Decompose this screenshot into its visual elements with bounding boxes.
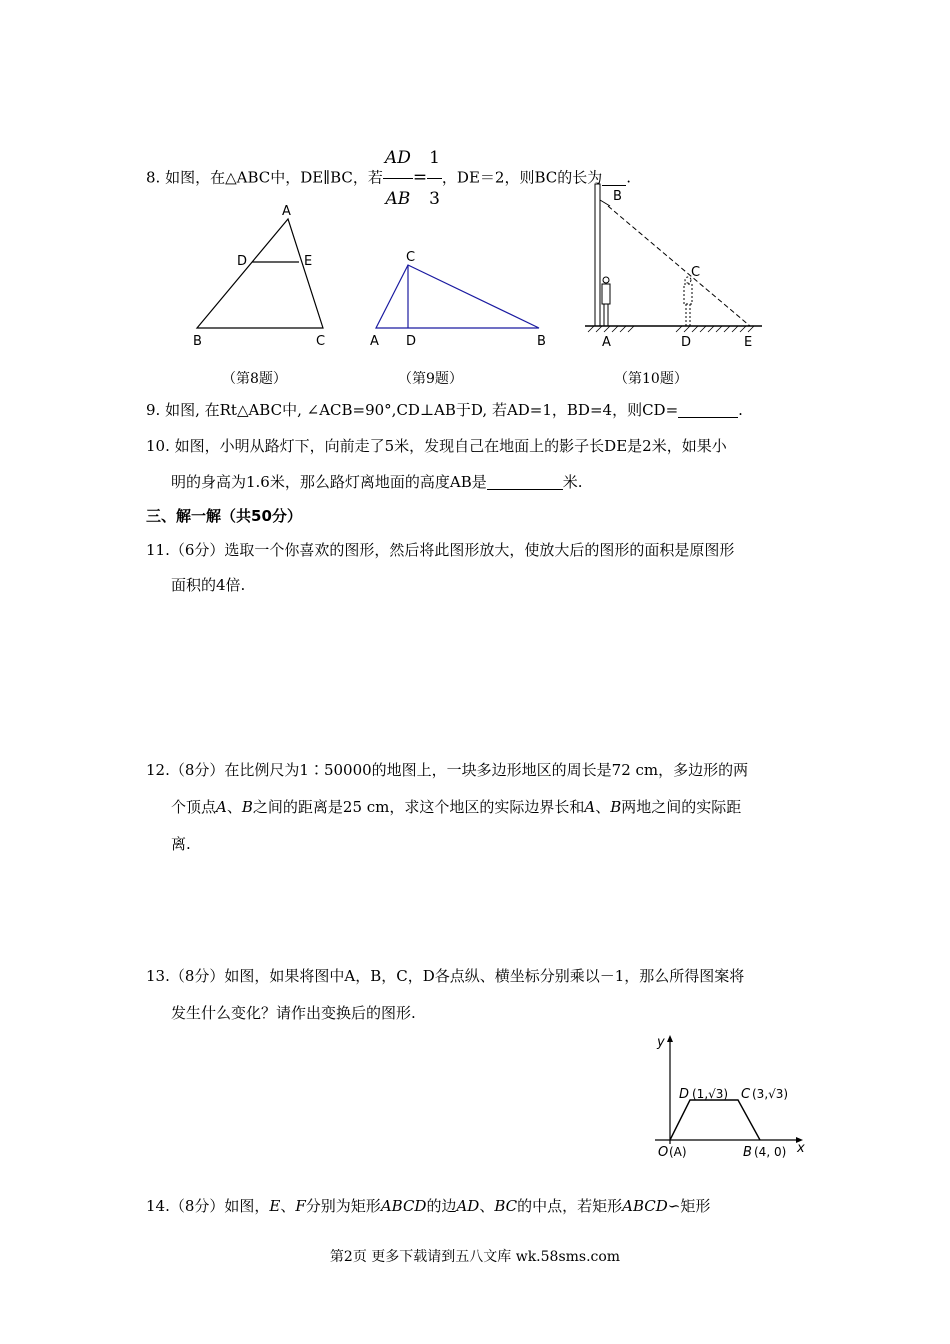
q8-frac-den: AB bbox=[385, 189, 411, 209]
point-d-label: D bbox=[679, 1087, 690, 1102]
label-d: D bbox=[406, 334, 417, 349]
question-10-line1: 10. 如图，小明从路灯下，向前走了5米，发现自己在地面上的影子长DE是2米，如果小 bbox=[146, 437, 727, 455]
label-b: B bbox=[193, 334, 202, 349]
question-10-line2 bbox=[171, 472, 583, 492]
ground-hatch bbox=[588, 326, 754, 332]
q8-frac2-den: 3 bbox=[429, 189, 440, 209]
triangle-abc bbox=[197, 219, 323, 328]
point-a-label: (A) bbox=[669, 1145, 687, 1159]
light-ray bbox=[608, 206, 750, 326]
point-c-label: C bbox=[741, 1087, 751, 1102]
question-14-line1 bbox=[146, 1196, 710, 1216]
label-c: C bbox=[691, 265, 701, 280]
q14-text-g: ∽矩形 bbox=[667, 1197, 711, 1215]
lamp-arm bbox=[600, 200, 610, 206]
q14-text-a: 14.（8分）如图， bbox=[146, 1197, 270, 1215]
label-a: A bbox=[370, 334, 379, 349]
x-axis-label: x bbox=[797, 1141, 805, 1156]
label-d: D bbox=[681, 335, 692, 350]
q14-text-f: 的中点，若矩形 bbox=[517, 1197, 623, 1215]
q14-sep-1: 、 bbox=[280, 1197, 296, 1215]
q12-text-a: 个顶点 bbox=[171, 798, 217, 816]
figure-13-coordinate-plane bbox=[645, 1032, 815, 1162]
question-11-line2: 面积的4倍. bbox=[171, 576, 246, 594]
q8-fraction-one-third bbox=[427, 138, 442, 219]
page-footer: 第2页 更多下载请到五八文库 wk.58sms.com bbox=[329, 1249, 621, 1265]
label-c: C bbox=[406, 250, 416, 265]
question-13-line2: 发生什么变化？请作出变换后的图形. bbox=[171, 1004, 416, 1022]
origin-label: O bbox=[658, 1145, 669, 1160]
q10-answer-blank bbox=[487, 473, 563, 490]
q12-text-e: 两地之间的实际距 bbox=[621, 798, 742, 816]
label-b: B bbox=[537, 334, 546, 349]
question-13-line1: 13.（8分）如图，如果将图中A，B，C，D各点纵、横坐标分别乘以－1，那么所得图案将 bbox=[146, 967, 745, 985]
point-b-label: B bbox=[743, 1145, 752, 1160]
q14-point-f: F bbox=[295, 1197, 306, 1215]
q12-point-b-2: B bbox=[610, 798, 622, 816]
q9-text: 9. 如图, 在Rt△ABC中, ∠ACB=90°,CD⊥AB于D, 若AD=1，BD=4，则CD= bbox=[146, 401, 679, 419]
label-c: C bbox=[316, 334, 326, 349]
q14-rect-abcd-2: ABCD bbox=[622, 1197, 668, 1215]
q12-point-a: A bbox=[216, 798, 227, 816]
label-b: B bbox=[613, 189, 622, 204]
caption-fig10: （第10题） bbox=[614, 371, 688, 387]
lamp-post bbox=[595, 184, 600, 326]
q8-frac2-num: 1 bbox=[427, 138, 442, 179]
q14-rect-abcd: ABCD bbox=[380, 1197, 427, 1215]
label-a: A bbox=[282, 204, 291, 219]
q14-text-c: 分别为矩形 bbox=[305, 1197, 381, 1215]
person-at-d-dashed bbox=[684, 277, 692, 326]
q14-side-ad: AD bbox=[456, 1197, 480, 1215]
q10-line2-text: 明的身高为1.6米，那么路灯离地面的高度AB是 bbox=[171, 473, 487, 491]
question-12-line1: 12.（8分）在比例尺为1∶50000的地图上，一块多边形地区的周长是72 cm，多边形的两 bbox=[146, 761, 749, 779]
q8-fraction-ad-ab bbox=[383, 138, 413, 219]
q12-point-a-2: A bbox=[584, 798, 596, 816]
point-b-coord: (4, 0) bbox=[754, 1145, 787, 1159]
figure-9-right-triangle bbox=[362, 245, 557, 355]
label-e: E bbox=[304, 254, 313, 269]
caption-fig8: （第8题） bbox=[222, 371, 287, 387]
figure-8-triangle bbox=[185, 200, 345, 355]
label-a: A bbox=[602, 335, 611, 350]
label-e: E bbox=[744, 335, 753, 350]
q12-point-b: B bbox=[241, 798, 253, 816]
q10-line2-end: 米. bbox=[562, 473, 583, 491]
trapezoid-abcd bbox=[670, 1100, 760, 1140]
q9-end: . bbox=[738, 401, 743, 419]
label-d: D bbox=[237, 254, 248, 269]
q14-text-d: 的边 bbox=[426, 1197, 457, 1215]
q12-sep-1: 、 bbox=[226, 798, 242, 816]
y-axis-label: y bbox=[657, 1035, 665, 1050]
point-d-coord: (1,√3) bbox=[692, 1087, 729, 1101]
q14-side-bc: BC bbox=[494, 1197, 518, 1215]
q8-frac-num: AD bbox=[383, 138, 413, 179]
y-axis-arrow bbox=[667, 1035, 673, 1042]
question-11-line1: 11.（6分）选取一个你喜欢的图形，然后将此图形放大，使放大后的图形的面积是原图形 bbox=[146, 541, 735, 559]
person-at-a bbox=[602, 277, 610, 326]
triangle-abc-right bbox=[376, 265, 539, 328]
question-12-line2 bbox=[171, 797, 741, 817]
q8-eq: = bbox=[412, 167, 428, 188]
q8-suffix: ，DE＝2，则BC的长为 bbox=[441, 168, 603, 187]
question-12-line3: 离. bbox=[171, 835, 191, 853]
figure-10-streetlight bbox=[580, 180, 770, 350]
q14-sep-2: 、 bbox=[479, 1197, 495, 1215]
q14-point-e: E bbox=[269, 1197, 281, 1215]
q8-end: . bbox=[626, 168, 632, 187]
q12-text-c: 之间的距离是25 cm，求这个地区的实际边界长和 bbox=[252, 798, 585, 816]
question-9 bbox=[146, 400, 743, 420]
section-3-heading: 三、解一解（共50分） bbox=[146, 507, 302, 525]
caption-fig9: （第9题） bbox=[398, 371, 463, 387]
q9-answer-blank bbox=[678, 401, 738, 418]
q8-prefix: 8. 如图，在△ABC中，DE∥BC，若 bbox=[146, 168, 383, 187]
point-c-coord: (3,√3) bbox=[752, 1087, 789, 1101]
q12-sep-2: 、 bbox=[595, 798, 611, 816]
